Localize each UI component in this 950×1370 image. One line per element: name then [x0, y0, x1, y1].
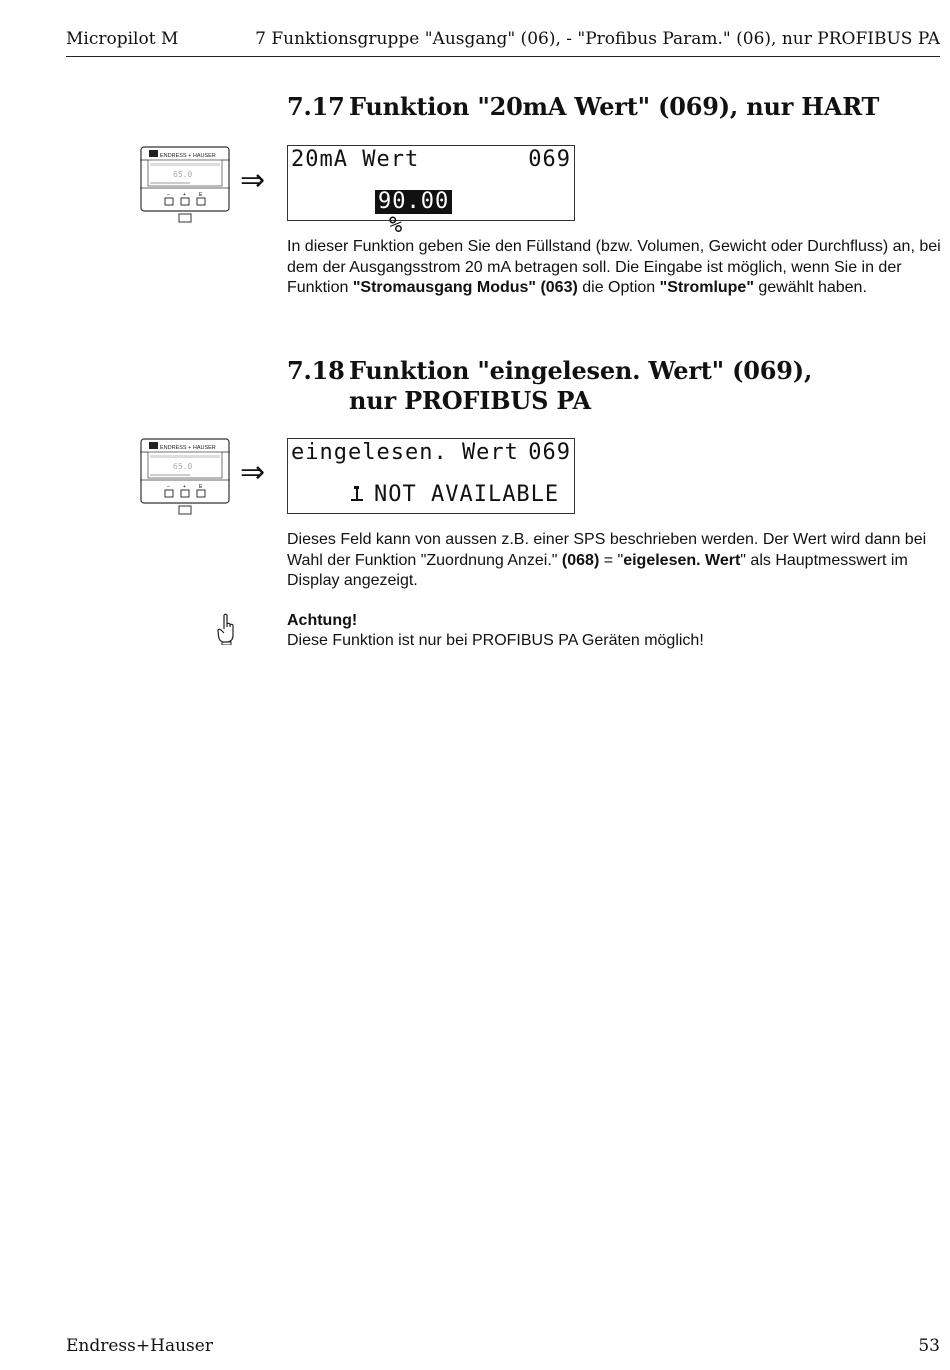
- device-display-icon: [140, 438, 230, 516]
- svg-text:65.0: 65.0: [173, 462, 193, 471]
- lcd-function-code: 069: [528, 440, 571, 465]
- page-number: 53: [918, 1336, 940, 1356]
- header-product-name: Micropilot M: [66, 29, 179, 49]
- section-heading: Funktion "eingelesen. Wert" (069),: [349, 356, 813, 385]
- svg-text:E: E: [199, 192, 203, 198]
- header-chapter-title: 7 Funktionsgruppe "Ausgang" (06), - "Profibus Param." (06), nur PROFIBUS PA: [255, 29, 940, 49]
- lock-key-icon: [348, 483, 366, 503]
- lcd-display-eingelesen: [287, 438, 575, 514]
- device-display-icon: [140, 146, 230, 224]
- svg-text:+: +: [183, 484, 186, 490]
- svg-text:–: –: [167, 192, 170, 198]
- paragraph-eingelesen-description: Dieses Feld kann von aussen z.B. einer SPS beschrieben werden. Der Wert wird dann bei Wahl der Funktion "Zuordnung Anzei." (068) = "eigelesen. Wert" als Hauptmesswert im Display angezeigt.: [287, 531, 927, 589]
- lcd-status-text: NOT AVAILABLE: [373, 482, 560, 507]
- svg-text:+: +: [183, 192, 186, 198]
- warning-heading: Achtung!: [287, 612, 358, 629]
- lcd-function-name: 20mA Wert: [291, 147, 420, 172]
- svg-text:E: E: [199, 484, 203, 490]
- section-heading-line2: nur PROFIBUS PA: [349, 386, 591, 415]
- svg-text:65.0: 65.0: [173, 170, 193, 179]
- svg-text:ENDRESS + HAUSER: ENDRESS + HAUSER: [160, 153, 216, 159]
- svg-text:–: –: [167, 484, 170, 490]
- header-divider: [66, 56, 940, 57]
- implies-arrow-icon: ⇒: [240, 164, 266, 197]
- footer-brand: Endress+Hauser: [66, 1336, 213, 1356]
- implies-arrow-icon: ⇒: [240, 456, 266, 489]
- section-number: 7.18: [287, 356, 345, 385]
- section-heading: Funktion "20mA Wert" (069), nur HART: [349, 92, 880, 121]
- lcd-function-code: 069: [528, 147, 571, 172]
- lcd-display-20ma: [287, 145, 575, 238]
- lcd-unit: %: [388, 213, 404, 238]
- warning-text: Diese Funktion ist nur bei PROFIBUS PA Geräten möglich!: [287, 632, 704, 649]
- pointing-hand-icon: [215, 613, 237, 645]
- lcd-function-name: eingelesen. Wert: [291, 440, 519, 465]
- section-title-7-17: [287, 92, 879, 122]
- paragraph-20ma-description: In dieser Funktion geben Sie den Füllstand (bzw. Volumen, Gewicht oder Durchfluss) an, bei dem der Ausgangsstrom 20 mA betragen soll. Die Eingabe ist möglich, wenn Sie in der Funktion "Stromausgang Modus" (063) die Option "Stromlupe" gewählt haben.: [287, 238, 941, 296]
- svg-text:ENDRESS + HAUSER: ENDRESS + HAUSER: [160, 445, 216, 451]
- lcd-value-highlighted: 90.00: [375, 190, 452, 214]
- section-number: 7.17: [287, 92, 345, 121]
- section-title-7-18: [287, 356, 812, 416]
